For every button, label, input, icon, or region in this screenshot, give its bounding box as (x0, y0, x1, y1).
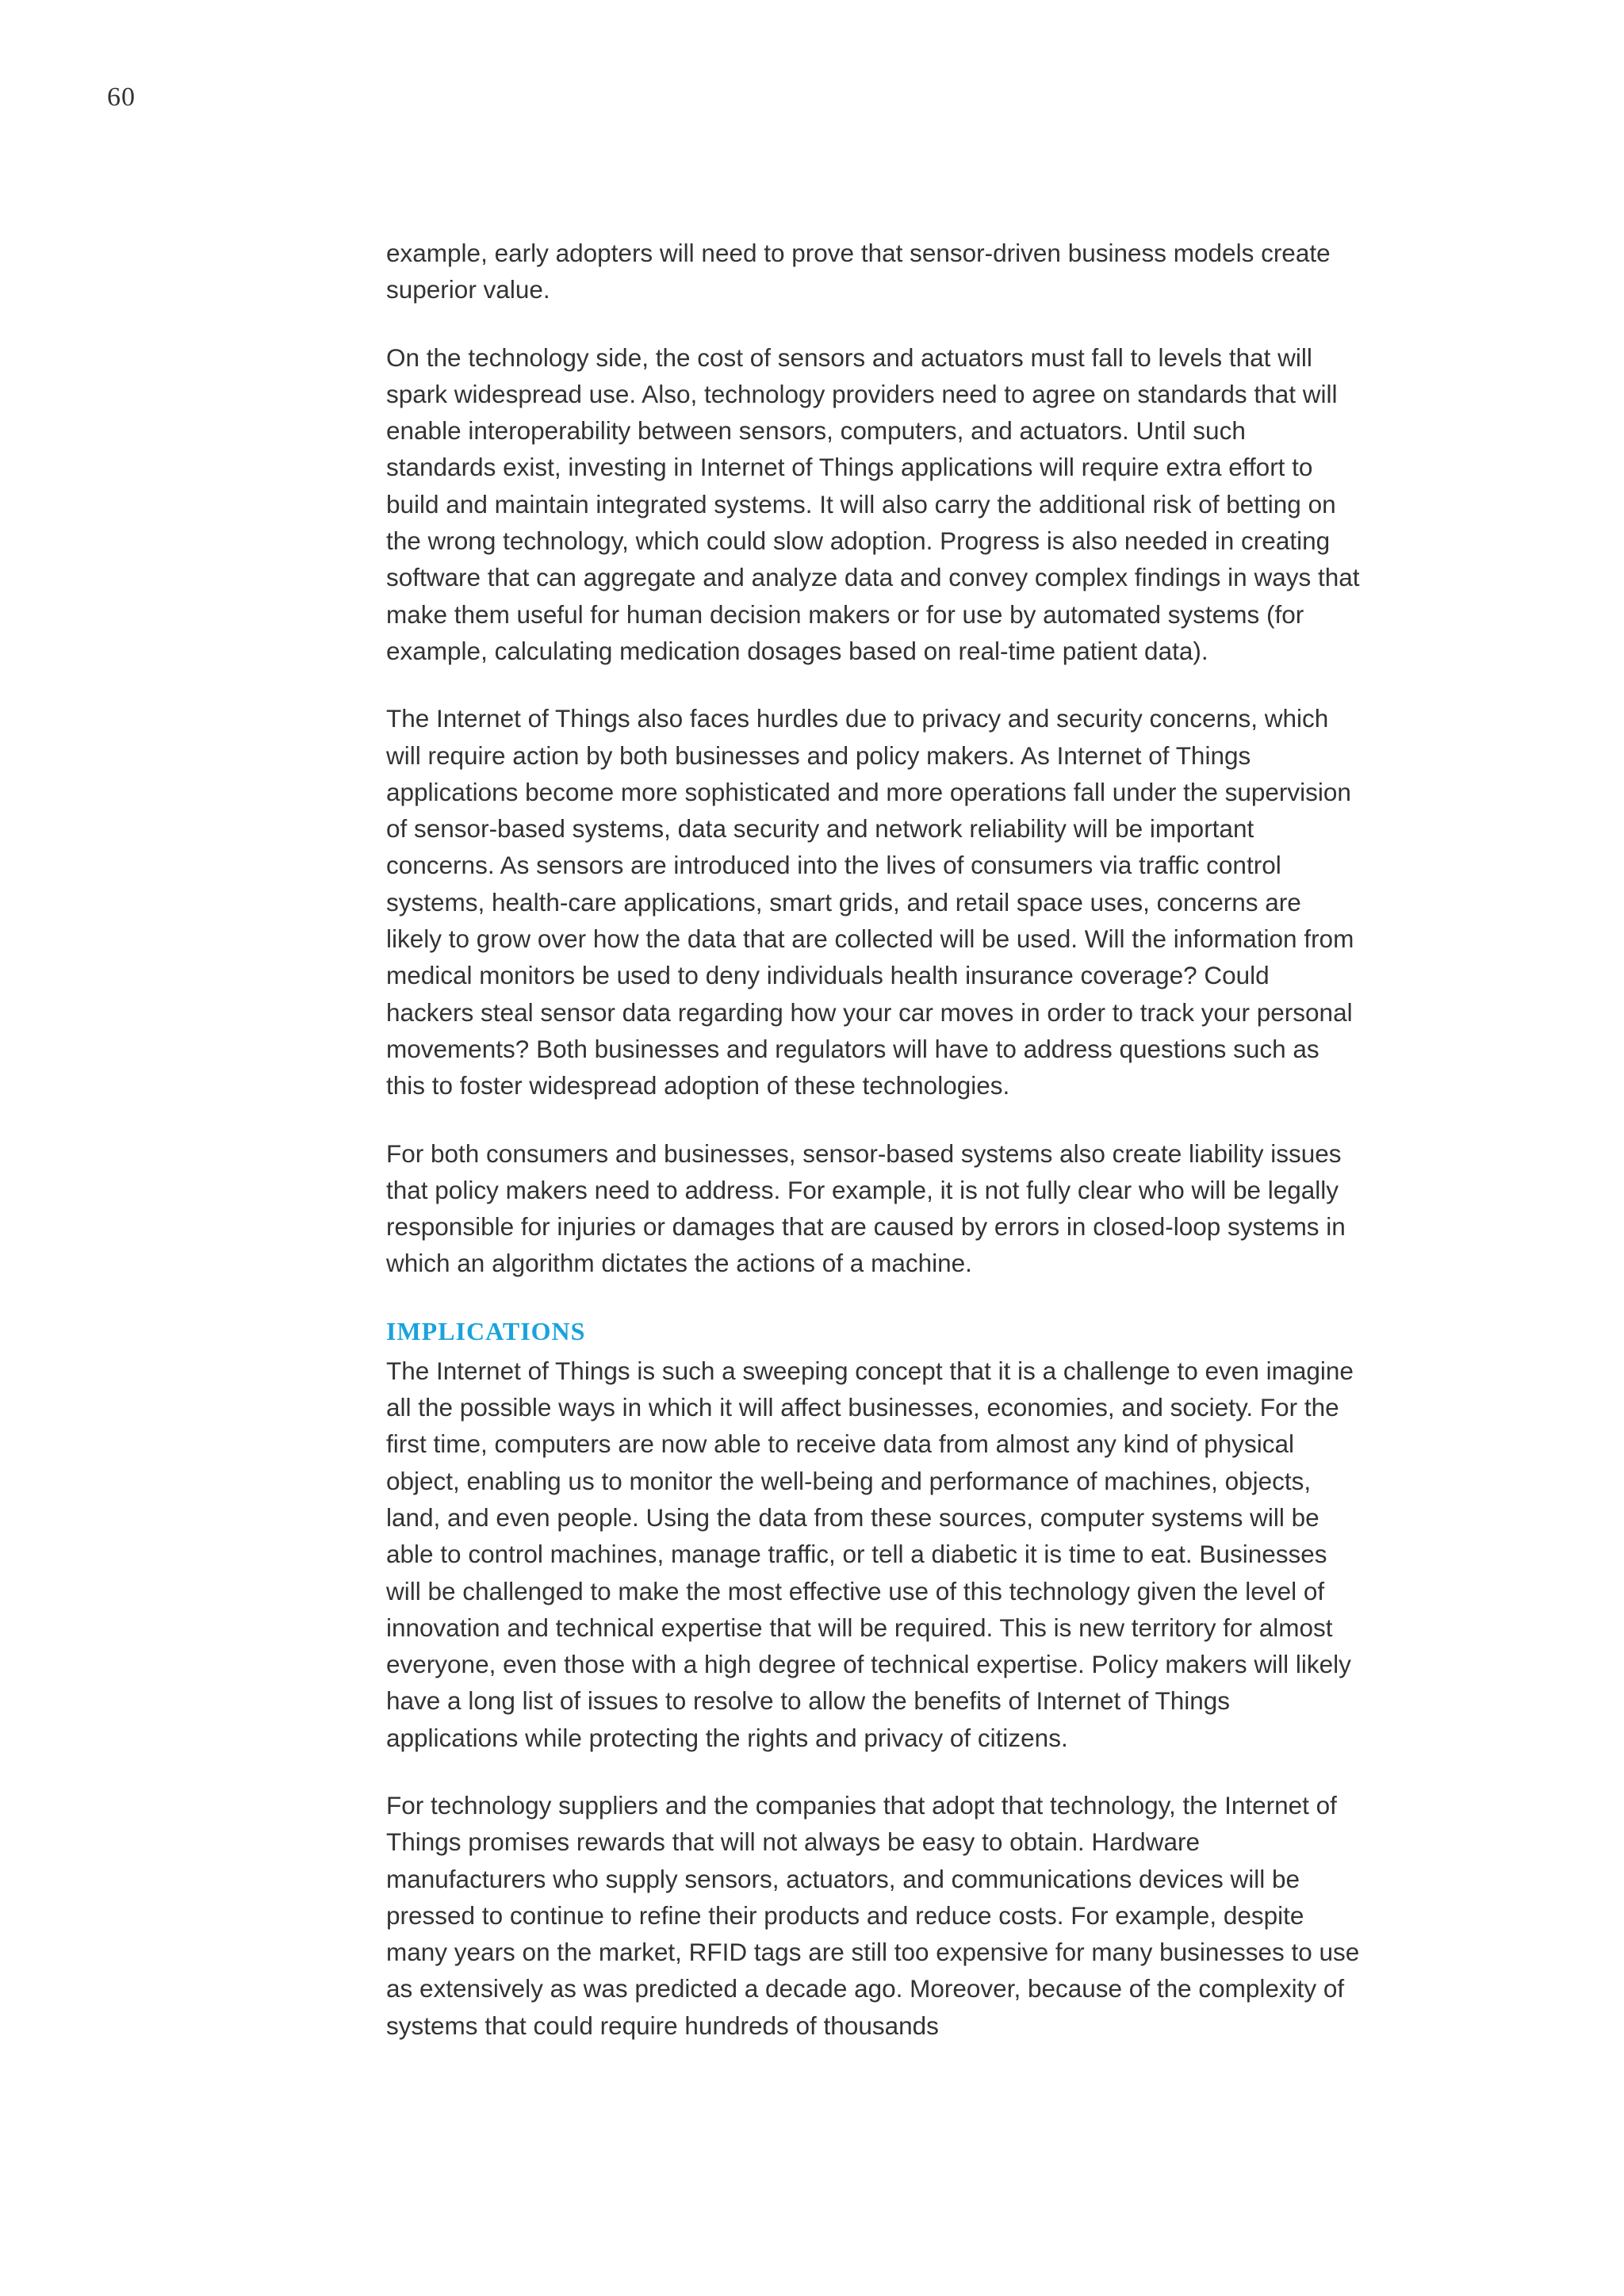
paragraph-technology-side: On the technology side, the cost of sensors and actuators must fall to levels that will spark widespread use. Also, technology providers need to agree on standards that will enable interoperability between sensors, computers, and actuators. Until such standards exist, investing in Internet of Things applications will require extra effort to build and maintain integrated systems. It will also carry the additional risk of betting on the wrong technology, which could slow adoption. Progress is also needed in creating software that can aggregate and analyze data and convey complex findings in ways that make them useful for human decision makers or for use by automated systems (for example, calculating medication dosages based on real-time patient data). (386, 342, 1360, 665)
main-text-column (386, 235, 1360, 2075)
paragraph-liability: For both consumers and businesses, sensor-based systems also create liability issues that policy makers need to address. For example, it is not fully clear who will be legally responsible for injuries or damages that are caused by errors in closed-loop systems in which an algorithm dictates the actions of a machine. (386, 1138, 1346, 1278)
page-number: 60 (107, 82, 136, 112)
section-heading-implications: IMPLICATIONS (386, 1316, 586, 1345)
paragraph-implications-intro: The Internet of Things is such a sweeping concept that it is a challenge to even imagine all the possible ways in which it will affect businesses, economies, and society. For the first time, computers are now able to receive data from almost any kind of physical object, enabling us to monitor the well-being and performance of machines, objects, land, and even people. Using the data from these sources, computer systems will be able to control machines, manage traffic, or tell a diabetic it is time to eat. Businesses will be challenged to make the most effective use of this technology given the level of innovation and technical expertise that will be required. This is new territory for almost everyone, even those with a high degree of technical expertise. Policy makers will likely have a long list of issues to resolve to allow the benefits of Internet of Things applications while protecting the rights and privacy of citizens. (386, 1356, 1354, 1752)
paragraph-continuation: example, early adopters will need to prove that sensor-driven business models create superior value. (386, 239, 1331, 304)
paragraph-privacy-security: The Internet of Things also faces hurdles due to privacy and security concerns, which will require action by both businesses and policy makers. As Internet of Things applications become more sophisticated and more operations fall under the supervision of sensor-based systems, data security and network reliability will be important concerns. As sensors are introduced into the lives of consumers via traffic control systems, health-care applications, smart grids, and retail space uses, concerns are likely to grow over how the data that are collected will be used. Will the information from medical monitors be used to deny individuals health insurance coverage? Could hackers steal sensor data regarding how your car moves in order to track your personal movements? Both businesses and regulators will have to address questions such as this to foster widespread adoption of these technologies. (386, 704, 1354, 1100)
paragraph-technology-suppliers: For technology suppliers and the companies that adopt that technology, the Internet of Things promises rewards that will not always be easy to obtain. Hardware manufacturers who supply sensors, actuators, and communications devices will be pressed to continue to refine their products and reduce costs. For example, despite many years on the market, RFID tags are still too expensive for many businesses to use as extensively as was predicted a decade ago. Moreover, because of the complexity of systems that could require hundreds of thousands (386, 1790, 1360, 2040)
